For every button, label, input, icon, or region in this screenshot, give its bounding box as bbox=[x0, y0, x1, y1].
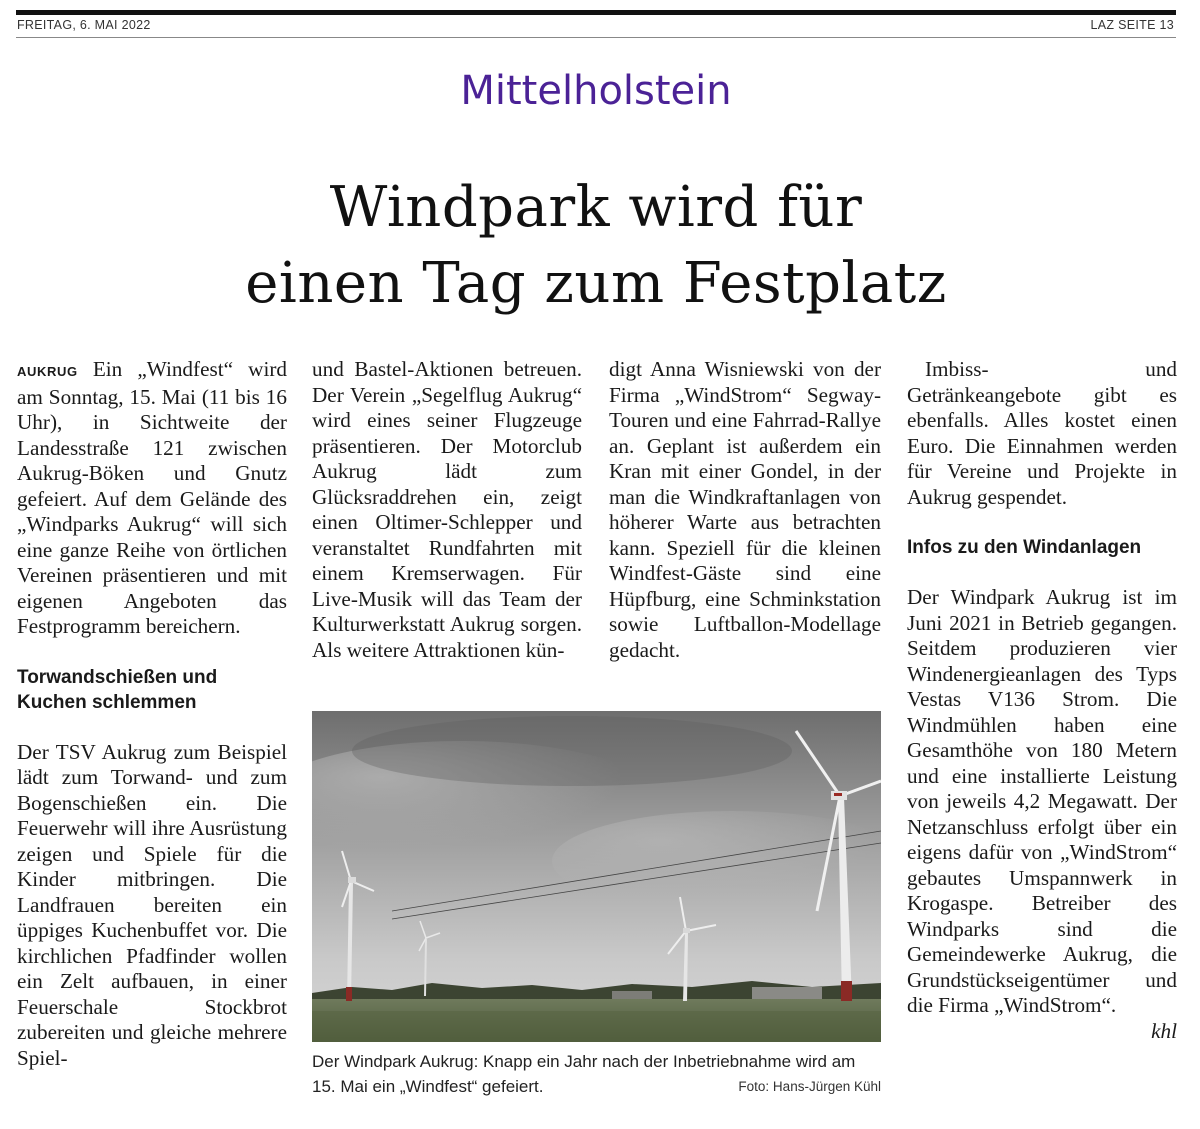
photo-caption: Der Windpark Aukrug: Knapp ein Jahr nach der Inbetriebnahme wird am 15. Mai ein „Windfest“ gefeiert. bbox=[312, 1052, 856, 1096]
photo-credit: Foto: Hans-Jürgen Kühl bbox=[738, 1079, 881, 1094]
top-rule bbox=[16, 10, 1176, 15]
headline-line-2: einen Tag zum Festplatz bbox=[245, 251, 947, 316]
headline-line-1: Windpark wird für bbox=[329, 175, 863, 240]
article-column-4 bbox=[907, 357, 1177, 1044]
header-divider bbox=[16, 37, 1176, 38]
subheading-infos: Infos zu den Windanlagen bbox=[907, 537, 1142, 558]
author-signature: khl bbox=[1151, 1018, 1177, 1043]
article-column-2 bbox=[312, 357, 582, 663]
subheading-torwand: Torwandschießen und Kuchen schlemmen bbox=[17, 666, 218, 713]
paragraph-windpark-info: Der Windpark Aukrug ist im Juni 2021 in Betrieb gegangen. Seitdem produzieren vier Windenergieanlagen des Typs Vestas V136 Strom. Die Windmühlen haben eine Gesamthöhe von 180 Metern und eine installierte Leistung von jeweils 4,2 Megawatt. Der Netzanschluss erfolgt über ein eigens dafür von „WindStrom“ gebautes Umspannwerk in Krogaspe. Betreiber des Windparks sind die Gemeindewerke Aukrug, die Grundstückseigentümer und die Firma „WindStrom“. bbox=[907, 585, 1177, 1017]
paragraph-column-3: digt Anna Wisniewski von der Firma „WindStrom“ Segway-Touren und eine Fahrrad-Rallye an. Geplant ist außerdem ein Kran mit einer Gondel, in der man die Windkraftanlagen von höherer Warte aus betrachten kann. Speziell für die kleinen Windfest-Gäste sind eine Hüpfburg, eine Schminkstation sowie Luftballon-Modellage gedacht. bbox=[609, 357, 881, 662]
page-number: LAZ SEITE 13 bbox=[1090, 18, 1174, 32]
issue-date: FREITAG, 6. MAI 2022 bbox=[17, 18, 151, 32]
intro-paragraph bbox=[17, 357, 287, 640]
dateline: AUKRUG bbox=[17, 364, 78, 379]
paragraph-column-2: und Bastel-Aktionen betreuen. Der Verein „Segelflug Aukrug“ wird eines seiner Flugzeuge präsentieren. Der Motorclub Aukrug lädt zum Glücksraddrehen ein, zeigt einen Oltimer-Schlepper und veranstaltet Rundfahrten mit einem Kremserwagen. Für Live-Musik will das Team der Kulturwerkstatt Aukrug sorgen. Als weitere Attraktionen kün- bbox=[312, 357, 582, 662]
article-headline bbox=[0, 170, 1192, 322]
intro-text: Ein „Windfest“ wird am Sonntag, 15. Mai (11 bis 16 Uhr), in Sichtweite der Landesstraße 121 zwischen Aukrug-Böken und Gnutz gefeiert. Auf dem Gelände des „Windparks Aukrug“ will sich eine ganze Reihe von örtlichen Vereinen präsentieren und mit eigenen Angeboten das Festprogramm bereichern. bbox=[17, 357, 287, 638]
windpark-photo bbox=[312, 711, 881, 1042]
article-column-1 bbox=[17, 357, 287, 1071]
paragraph-clubs: Der TSV Aukrug zum Beispiel lädt zum Torwand- und zum Bogenschießen ein. Die Feuerwehr will ihre Ausrüstung zeigen und Spiele für die Kinder mitbringen. Die Landfrauen bereiten ein üppiges Kuchenbuffet vor. Die kirchlichen Pfadfinder wollen ein Zelt aufbauen, in einer Feuerschale Stockbrot zubereiten und gleiche mehrere Spiel- bbox=[17, 739, 287, 1070]
paragraph-food: Imbiss- und Getränkeangebote gibt es ebenfalls. Alles kostet einen Euro. Die Einnahmen werden für Vereine und Projekte in Aukrug gespendet. bbox=[907, 357, 1177, 509]
article-column-3 bbox=[609, 357, 881, 663]
section-title: Mittelholstein bbox=[460, 68, 732, 114]
windpark-photo-image bbox=[312, 711, 881, 1042]
photo-caption-block bbox=[312, 1049, 881, 1099]
